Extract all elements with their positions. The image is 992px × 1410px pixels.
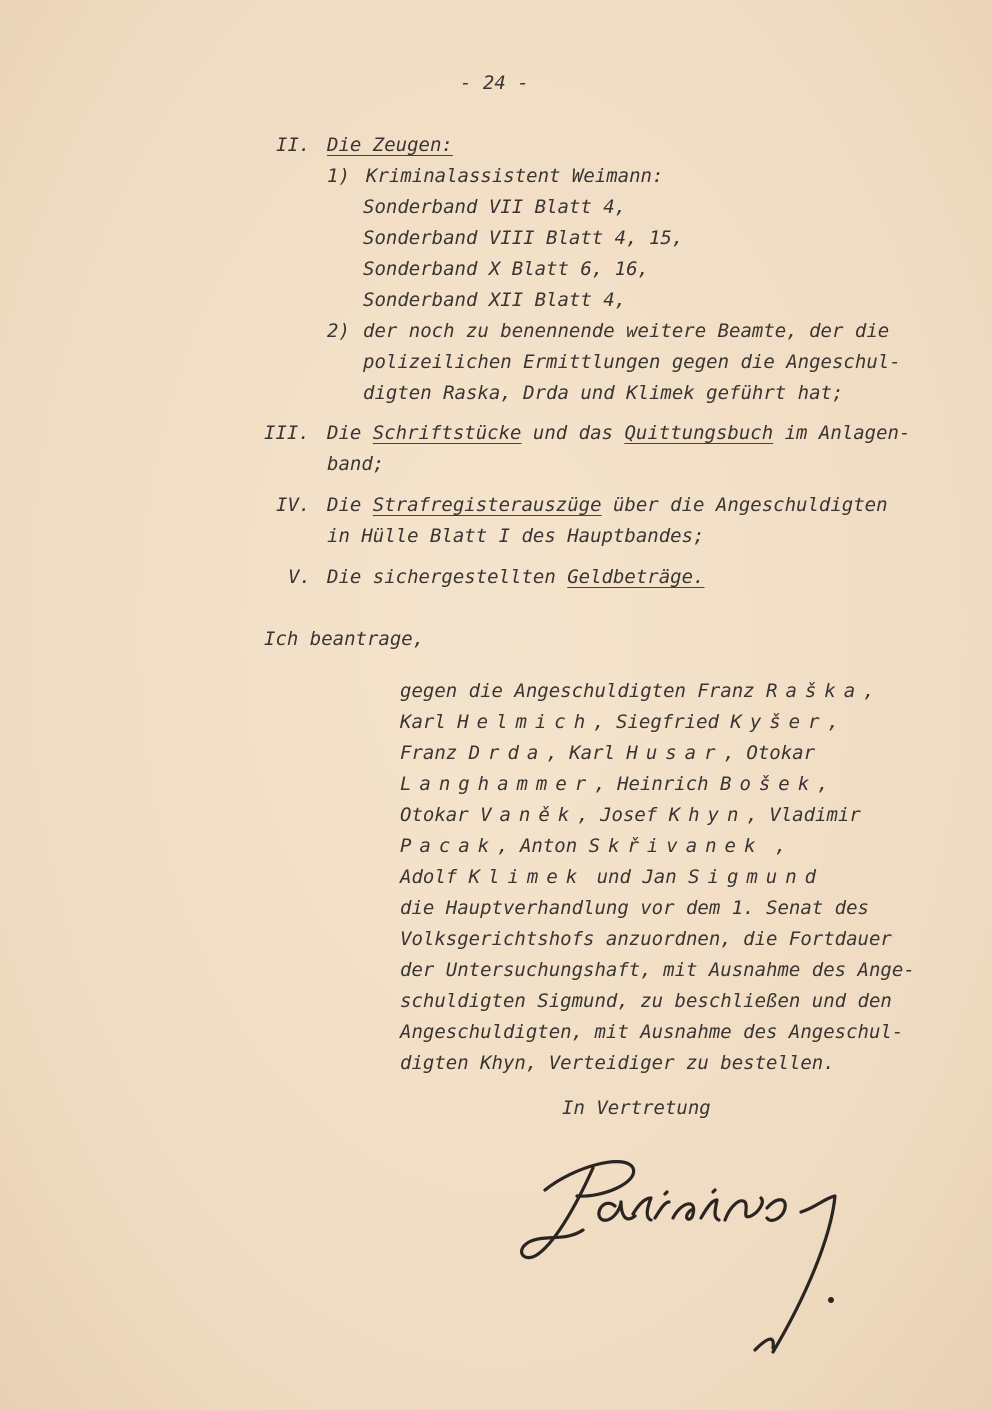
section-ii-numeral: II. xyxy=(276,134,311,156)
section-iv-text: Die Strafregisterauszüge über die Angeschuldigten xyxy=(327,494,888,516)
motion-body-line: schuldigten Sigmund, zu beschließen und den xyxy=(400,990,892,1012)
section-v-underlined-term: Geldbeträge. xyxy=(567,566,705,588)
witness-2-number: 2) xyxy=(327,320,350,342)
witness-2-text: digten Raska, Drda und Klimek geführt hat; xyxy=(363,382,844,404)
motion-body-line: der Untersuchungshaft, mit Ausnahme des Ange- xyxy=(400,959,915,981)
section-iii-text-cont: band; xyxy=(327,453,385,475)
witness-2-text: polizeilichen Ermittlungen gegen die Angeschul- xyxy=(363,351,901,373)
motion-body-line: Angeschuldigten, mit Ausnahme des Angeschul- xyxy=(400,1021,904,1043)
motion-line: Langhammer, Heinrich Bošek, xyxy=(400,773,829,795)
motion-line: Otokar Vaněk, Josef Khyn, Vladimir xyxy=(400,804,861,826)
motion-line: Pacak, Anton Skřivanek , xyxy=(400,835,787,857)
motion-intro: Ich beantrage, xyxy=(264,628,425,650)
section-iv-numeral: IV. xyxy=(276,494,311,516)
motion-body-line: Volksgerichtshofs anzuordnen, die Fortdauer xyxy=(400,928,892,950)
section-ii-heading: Die Zeugen: xyxy=(327,134,453,156)
witness-2-text: der noch zu benennende weitere Beamte, der die xyxy=(363,320,890,342)
motion-body-line: digten Khyn, Verteidiger zu bestellen. xyxy=(400,1052,835,1074)
motion-line: Adolf Klimek und Jan Sigmund xyxy=(400,866,825,888)
section-iii-text: Die Schriftstücke und das Quittungsbuch im Anlagen- xyxy=(327,422,911,444)
motion-line: Franz Drda, Karl Husar, Otokar xyxy=(400,742,816,764)
section-iii-underlined-term: Quittungsbuch xyxy=(624,422,774,444)
witness-1-name: Kriminalassistent Weimann: xyxy=(366,165,664,187)
motion-line: Karl Helmich, Siegfried Kyšer, xyxy=(400,711,839,733)
section-iii-numeral: III. xyxy=(264,422,310,444)
motion-body-line: die Hauptverhandlung vor dem 1. Senat des xyxy=(400,897,869,919)
section-iv-text-cont: in Hülle Blatt I des Hauptbandes; xyxy=(327,525,705,547)
page-number: - 24 - xyxy=(460,72,529,94)
witness-1-ref: Sonderband X Blatt 6, 16, xyxy=(363,258,649,280)
handwritten-signature xyxy=(505,1138,865,1388)
section-iii-underlined-term: Schriftstücke xyxy=(372,422,522,444)
section-v-numeral: V. xyxy=(288,566,311,588)
witness-1-ref: Sonderband VII Blatt 4, xyxy=(363,196,627,218)
witness-1-ref: Sonderband VIII Blatt 4, 15, xyxy=(363,227,684,249)
witness-1-number: 1) xyxy=(327,165,350,187)
section-v-text: Die sichergestellten Geldbeträge. xyxy=(327,566,705,588)
motion-line: gegen die Angeschuldigten Franz Raška, xyxy=(400,680,875,702)
closing-phrase: In Vertretung xyxy=(562,1097,711,1119)
section-iv-underlined-term: Strafregisterauszüge xyxy=(372,494,602,516)
witness-1-ref: Sonderband XII Blatt 4, xyxy=(363,289,627,311)
